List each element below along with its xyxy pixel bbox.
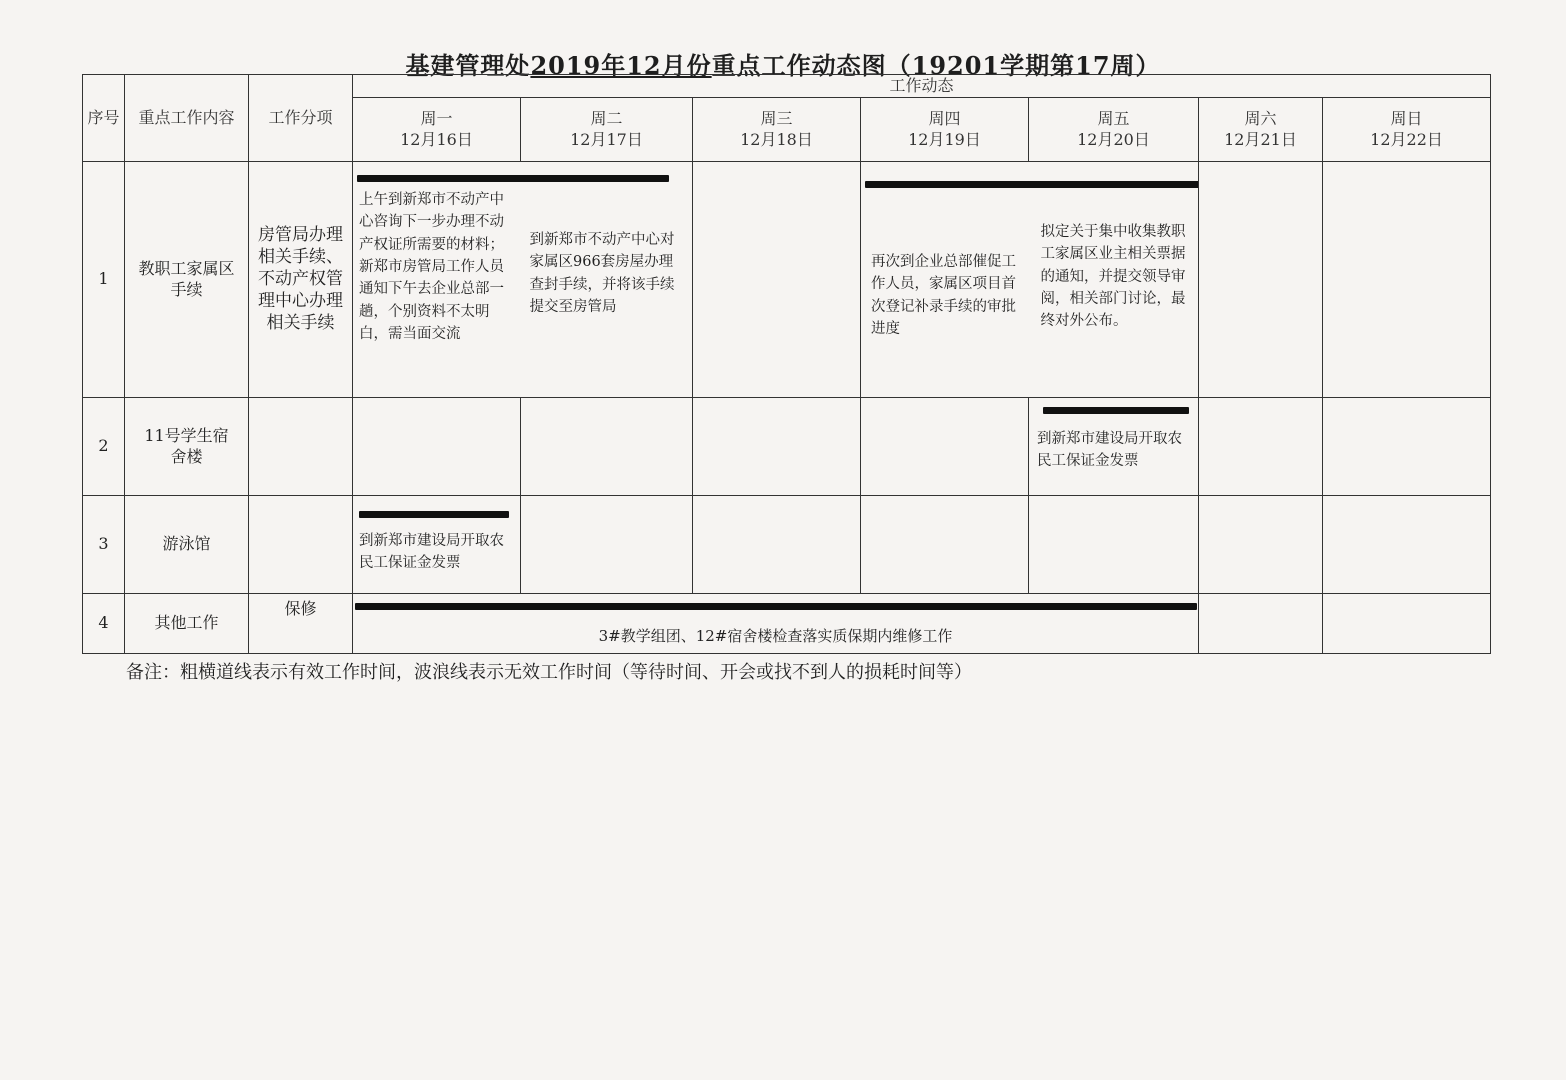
row3-wed: [693, 495, 861, 593]
day-header-tue: 周二 12月17日: [521, 97, 693, 161]
row4-subitem: 保修: [249, 593, 353, 653]
row1-fri-text: 拟定关于集中收集教职工家属区业主相关票据的通知，并提交领导审阅，相关部门讨论，最终对外公布。: [1040, 223, 1186, 330]
header-content: 重点工作内容: [125, 75, 249, 162]
row4-span-text: 3#教学组团、12#宿舍楼检查落实质保期内维修工作: [598, 627, 953, 646]
row1-mon-text: 上午到新郑市不动产中心咨询下一步办理不动产权证所需要的材料；新郑市房管局工作人员通知下午去企业总部一趟，个别资料不太明白，需当面交流: [359, 191, 504, 343]
row1-content: 教职工家属区手续: [125, 161, 249, 397]
row1-wed: [693, 161, 861, 397]
row1-thu-text: 再次到企业总部催促工作人员，家属区项目首次登记补录手续的审批进度: [871, 253, 1016, 337]
row2-content: 11号学生宿舍楼: [125, 397, 249, 495]
row2-wed: [693, 397, 861, 495]
row3-mon: [353, 495, 521, 593]
header-seq: 序号: [83, 75, 125, 162]
row1-tue-text: 到新郑市不动产中心对家属区966套房屋办理查封手续，并将该手续提交至房管局: [529, 231, 675, 315]
title-underlined: 2019年12月份: [530, 51, 712, 80]
row3-seq: 3: [83, 495, 125, 593]
row1-sun: [1323, 161, 1491, 397]
header-subitem: 工作分项: [249, 75, 353, 162]
day-header-wed: 周三 12月18日: [693, 97, 861, 161]
effective-time-bar: [359, 511, 509, 518]
row4-sun: [1323, 593, 1491, 653]
row3-subitem: [249, 495, 353, 593]
row1-seq: 1: [83, 161, 125, 397]
work-schedule-table: [82, 74, 1491, 654]
row2-subitem: [249, 397, 353, 495]
row3-fri: [1029, 495, 1199, 593]
row1-subitem: 房管局办理相关手续、不动产权管理中心办理相关手续: [249, 161, 353, 397]
row2-fri: [1029, 397, 1199, 495]
row2-fri-text: 到新郑市建设局开取农民工保证金发票: [1037, 430, 1182, 470]
header-dynamics: 工作动态: [353, 75, 1491, 98]
row3-mon-text: 到新郑市建设局开取农民工保证金发票: [359, 532, 504, 572]
row2-thu: [861, 397, 1029, 495]
row3-sat: [1199, 495, 1323, 593]
day-header-thu: 周四 12月19日: [861, 97, 1029, 161]
row3-tue: [521, 495, 693, 593]
footnote: 备注：粗横道线表示有效工作时间，波浪线表示无效工作时间（等待时间、开会或找不到人的损耗时间等）: [126, 662, 972, 683]
day-header-sun: 周日 12月22日: [1323, 97, 1491, 161]
row3-thu: [861, 495, 1029, 593]
row2-sat: [1199, 397, 1323, 495]
row1-sat: [1199, 161, 1323, 397]
title-prefix: 基建管理处: [405, 51, 531, 80]
row2-sun: [1323, 397, 1491, 495]
row1-thu-fri: [861, 161, 1199, 397]
day-header-mon: 周一 12月16日: [353, 97, 521, 161]
row3-content: 游泳馆: [125, 495, 249, 593]
day-header-fri: 周五 12月20日: [1029, 97, 1199, 161]
day-header-sat: 周六 12月21日: [1199, 97, 1323, 161]
effective-time-bar: [1043, 407, 1189, 414]
effective-time-bar: [355, 603, 1197, 610]
row4-content: 其他工作: [125, 593, 249, 653]
effective-time-bar: [865, 181, 1199, 188]
row4-sat: [1199, 593, 1323, 653]
row2-mon: [353, 397, 521, 495]
row4-span: [353, 593, 1199, 653]
row2-tue: [521, 397, 693, 495]
effective-time-bar: [357, 175, 669, 182]
row3-sun: [1323, 495, 1491, 593]
row2-seq: 2: [83, 397, 125, 495]
row4-seq: 4: [83, 593, 125, 653]
row1-mon-tue: [353, 161, 693, 397]
title-suffix: 重点工作动态图（19201学期第17周）: [711, 51, 1161, 80]
